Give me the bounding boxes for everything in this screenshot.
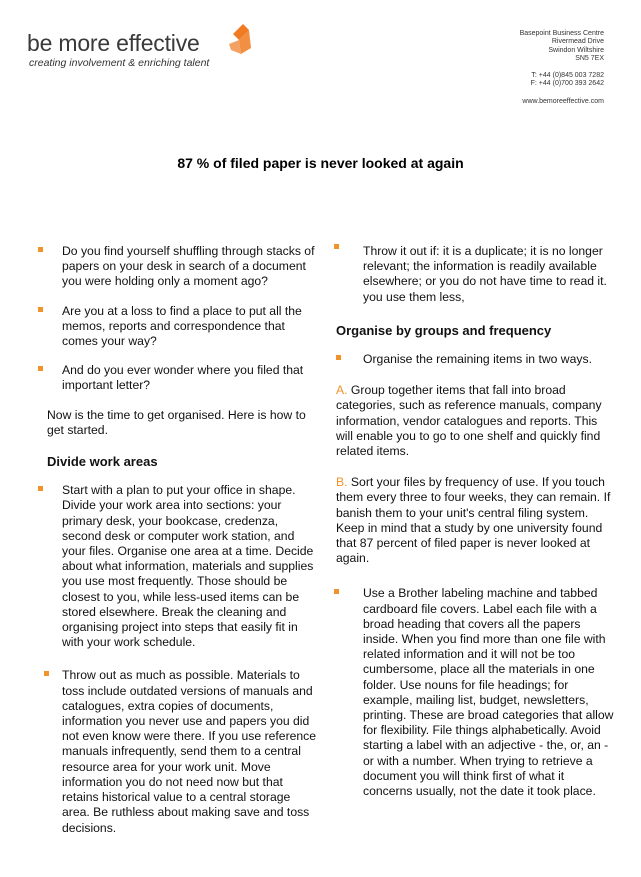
phone-number: T: +44 (0)845 003 7282 — [531, 71, 604, 79]
logo-wordmark: be more effective — [27, 30, 200, 56]
lettered-item-b — [325, 475, 615, 566]
website-url: www.bemoreeffective.com — [522, 98, 604, 106]
company-logo — [27, 18, 287, 78]
list-item-text: Throw it out if: it is a duplicate; it is no longer relevant; the information is readily available elsewhere; or you do not have time to read it. — [363, 244, 607, 289]
lettered-item-a — [325, 383, 615, 459]
list-item-text: And do you ever wonder where you filed that important letter? — [62, 363, 304, 393]
address-line: Rivermead Drive — [551, 38, 604, 46]
lettered-item-text: Sort your files by frequency of use. If you touch them every three to four weeks, they can remain. If banish them to your unit's central filing system. Keep in mind that a study by one university found that 87 percent of filed paper is never looked at again. — [336, 475, 611, 566]
list-item — [325, 586, 615, 799]
list-item — [30, 244, 320, 290]
list-item — [30, 483, 320, 650]
address-line: Swindon Wiltshire — [548, 46, 604, 54]
left-column — [30, 244, 320, 850]
page-title: 87 % of filed paper is never looked at again — [177, 155, 464, 171]
list-item — [325, 352, 615, 367]
list-item-text: you use them less, — [363, 289, 465, 304]
orange-square-bullet-icon — [336, 355, 341, 360]
list-item-text: Do you find yourself shuffling through stacks of papers on your desk in search of a document you were holding only a moment ago? — [62, 244, 315, 289]
right-column — [325, 244, 615, 815]
list-item — [30, 668, 320, 835]
fax-number: F: +44 (0)700 393 2642 — [530, 80, 604, 88]
list-item-text: Organise the remaining items in two ways. — [363, 352, 592, 367]
letter-label: A. — [336, 383, 348, 398]
lettered-item-text: Group together items that fall into broad categories, such as reference manuals, company information, vendor catalogues and reports. This will enable you to go to one shelf and quickly find related items. — [336, 383, 602, 459]
orange-square-bullet-icon — [38, 486, 43, 491]
list-item-text: Throw out as much as possible. Materials to toss include outdated versions of manuals and catalogues, extra copies of documents, information you never use and papers you did not even know were there. If you use reference manuals infrequently, send them to a central resource area for your work unit. Move information you do not need now but that retains historical value to a central storage area. Be ruthless about making save and toss decisions. — [62, 668, 317, 835]
logo-arrow-icon — [227, 18, 253, 58]
company-address — [520, 30, 604, 107]
address-line: Basepoint Business Centre — [519, 30, 604, 37]
list-item-text: Use a Brother labeling machine and tabbed cardboard file covers. Label each file with a broad heading that covers all the papers inside. When you find more than one file with related information and it will not be too cumbersome, place all the materials in one folder. Use nouns for file headings; for example, mailing list, budget, newsletters, printing. These are broad categories that allow for flexibility. File things alphabetically. Avoid starting a label with an adjective - the, or, an - or with a number. When trying to retrieve a document you will think first of what it concerns usually, not the date it took place. — [363, 586, 614, 799]
list-item-text: Start with a plan to put your office in shape. Divide your work area into sections: your primary desk, your bookcase, credenza, second desk or computer work station, and your files. Organise one area at a time. Decide about what information, materials and supplies you use most frequently. Those should be closest to you, while less-used items can be stored elsewhere. Break the cleaning and organising project into steps that easily fit in with your work schedule. — [62, 483, 314, 650]
orange-square-bullet-icon — [334, 244, 339, 249]
letter-label: B. — [336, 475, 348, 490]
orange-square-bullet-icon — [38, 247, 43, 252]
intro-paragraph: Now is the time to get organised. Here is how to get started. — [47, 407, 306, 437]
address-line: SN5 7EX — [575, 55, 604, 63]
list-item-text: Are you at a loss to find a place to put all the memos, reports and correspondence that comes your way? — [62, 303, 302, 349]
logo-tagline: creating involvement & enriching talent — [29, 57, 210, 69]
list-item — [30, 304, 320, 350]
list-item — [325, 244, 615, 305]
orange-square-bullet-icon — [38, 366, 43, 371]
orange-square-bullet-icon — [38, 307, 43, 312]
list-item — [30, 363, 320, 393]
section-heading: Organise by groups and frequency — [336, 322, 552, 338]
orange-square-bullet-icon — [334, 589, 339, 594]
section-heading: Divide work areas — [47, 454, 158, 470]
orange-square-bullet-icon — [44, 671, 49, 676]
